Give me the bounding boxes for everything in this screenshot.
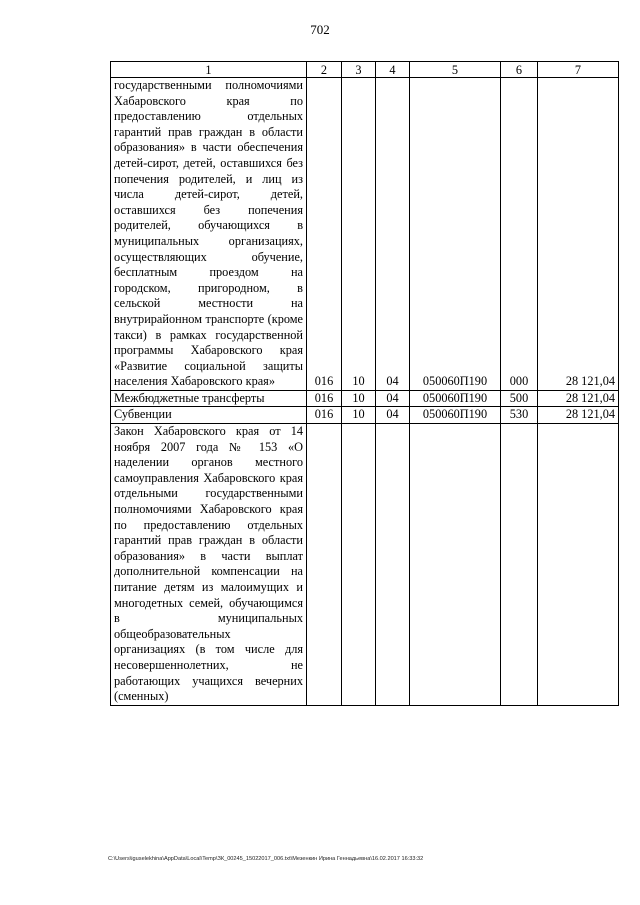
- cell-amount: 28 121,04: [538, 390, 619, 407]
- cell-target-article: 050060П190: [410, 390, 501, 407]
- row-description: Закон Хабаровского края от 14 ноября 2007 года № 153 «О наделении органов местного самоуправления Хабаровского края отдельными государственными полномочиями Хабаровского края по предоставлению отдельных гарантий прав граждан в области образования» в части выплат дополнительной компенсации на питание детям из малоимущих и многодетных семей, обучающимся в муниципальных общеобразовательных организациях (в том числе для несовершеннолетних, не работающих учащихся вечерних (сменных): [111, 424, 307, 706]
- budget-table: [110, 61, 619, 706]
- cell-subsection: 04: [376, 407, 410, 424]
- table-row: [111, 390, 619, 407]
- cell-amount: [538, 424, 619, 706]
- column-header: 1: [111, 62, 307, 78]
- cell-target-article: [410, 424, 501, 706]
- column-header: 6: [501, 62, 538, 78]
- cell-section: 10: [342, 407, 376, 424]
- cell-target-article: 050060П190: [410, 407, 501, 424]
- column-header: 4: [376, 62, 410, 78]
- column-header: 5: [410, 62, 501, 78]
- row-description: Межбюджетные трансферты: [111, 390, 307, 407]
- column-header: 3: [342, 62, 376, 78]
- table-row: [111, 407, 619, 424]
- cell-section: [342, 424, 376, 706]
- cell-expense-type: [501, 424, 538, 706]
- cell-expense-type: 000: [501, 78, 538, 391]
- column-header: 7: [538, 62, 619, 78]
- cell-ministry-code: 016: [307, 390, 342, 407]
- row-description: государственными полномочиями Хабаровского края по предоставлению отдельных гарантий прав граждан в области образования» в части обеспечения детей-сирот, детей, оставшихся без попечения родителей, и лиц из числа детей-сирот, детей, оставшихся без попечения родителей, обучающихся в муниципальных организациях, осуществляющих обучение, бесплатным проездом на городском, пригородном, в сельской местности на внутрирайонном транспорте (кроме такси) в рамках государственной программы Хабаровского края «Развитие социальной защиты населения Хабаровского края»: [111, 78, 307, 391]
- cell-subsection: 04: [376, 390, 410, 407]
- cell-amount: 28 121,04: [538, 78, 619, 391]
- file-path-footer: C:\Users\iguselekhina\AppData\Local\Temp\ЗК_00245_15022017_006.txt\Мезенкин Ирина Геннадьевна\16.02.2017 16:33:32: [108, 856, 424, 862]
- page-number: 702: [310, 22, 330, 37]
- cell-ministry-code: 016: [307, 78, 342, 391]
- cell-amount: 28 121,04: [538, 407, 619, 424]
- table-row: [111, 424, 619, 706]
- cell-ministry-code: 016: [307, 407, 342, 424]
- cell-subsection: [376, 424, 410, 706]
- cell-section: 10: [342, 390, 376, 407]
- cell-section: 10: [342, 78, 376, 391]
- cell-expense-type: 530: [501, 407, 538, 424]
- table-row: [111, 78, 619, 391]
- cell-ministry-code: [307, 424, 342, 706]
- cell-expense-type: 500: [501, 390, 538, 407]
- table-header-row: [111, 62, 619, 78]
- cell-target-article: 050060П190: [410, 78, 501, 391]
- cell-subsection: 04: [376, 78, 410, 391]
- row-description: Субвенции: [111, 407, 307, 424]
- column-header: 2: [307, 62, 342, 78]
